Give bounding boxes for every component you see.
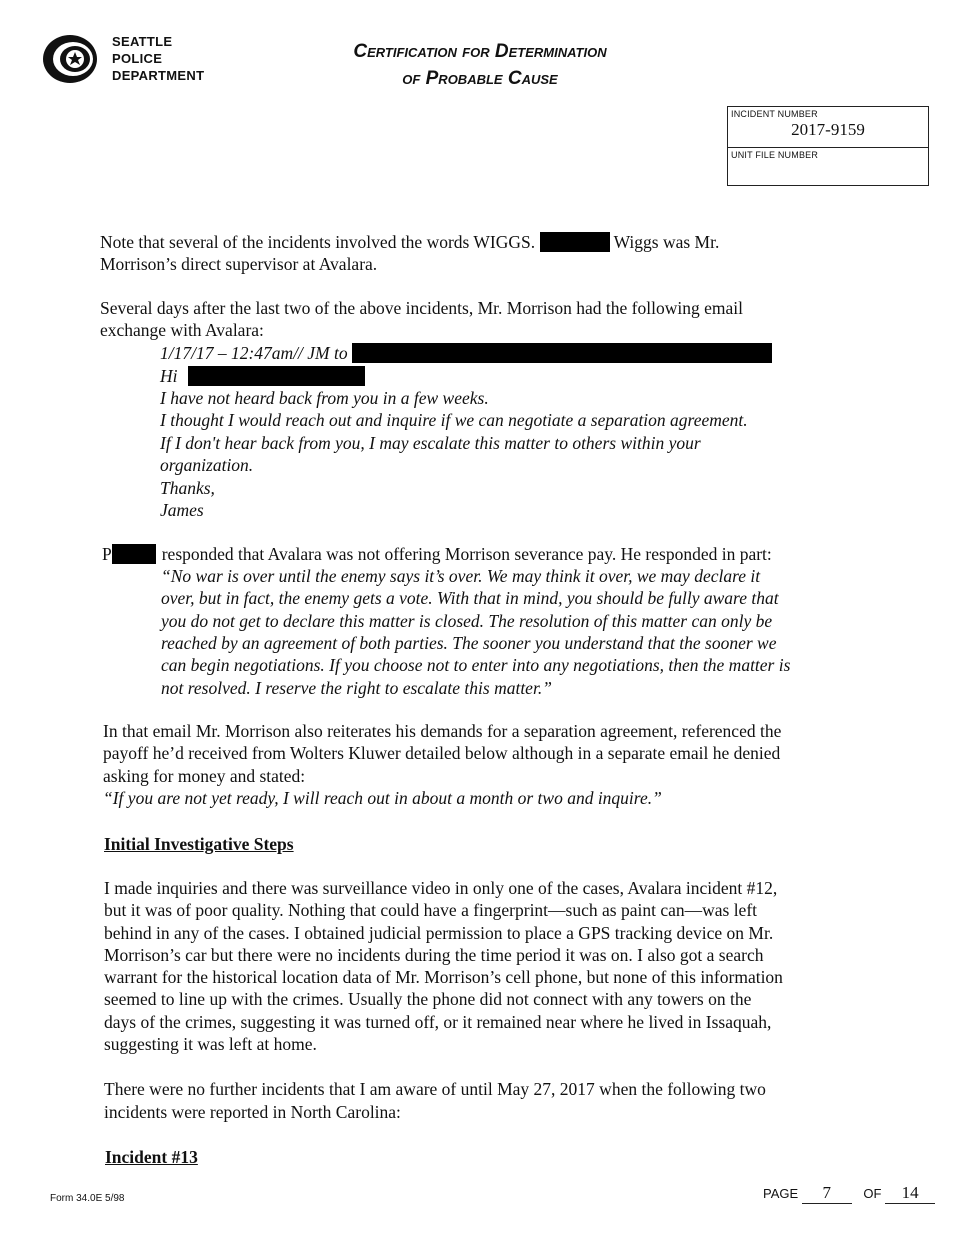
paragraph-line: warrant for the historical location data of Mr. Morrison’s cell phone, but none of this information	[104, 967, 783, 987]
form-number: Form 34.0E 5/98	[50, 1193, 125, 1204]
incident-number: 2017-9159	[791, 120, 865, 139]
paragraph-line: exchange with Avalara:	[100, 320, 264, 340]
email-line: 1/17/17 – 12:47am// JM to	[160, 342, 772, 364]
paragraph-line: Morrison’s car but there were no incidents during the time period it was on. I also got a search	[104, 945, 764, 965]
incident-number-label: INCIDENT NUMBER	[731, 109, 818, 119]
paragraph-line: I made inquiries and there was surveillance video in only one of the cases, Avalara incident #12,	[104, 878, 778, 898]
document-title: Certification for Determination of Probable Cause	[353, 41, 607, 89]
email-line: Hi	[160, 365, 365, 387]
quote-line: you do not get to declare this matter is closed. The resolution of this matter can only be	[161, 611, 773, 631]
paragraph-line: In that email Mr. Morrison also reiterates his demands for a separation agreement, referenced the	[103, 721, 782, 741]
department-name: SEATTLE POLICE DEPARTMENT	[112, 34, 205, 83]
redaction-bar	[112, 544, 156, 564]
redaction-bar	[540, 232, 610, 252]
incident-number-box	[727, 106, 929, 186]
quote-line: over, but in fact, the enemy gets a vote. With that in mind, you should be fully aware that	[161, 588, 779, 608]
section-heading: Incident #13	[105, 1147, 198, 1167]
paragraph-line: incidents were reported in North Carolina:	[104, 1102, 401, 1122]
redaction-bar	[188, 366, 365, 386]
quote-line: reached by an agreement of both parties. The sooner you understand that the sooner we	[161, 633, 777, 653]
unit-file-number-label: UNIT FILE NUMBER	[731, 150, 819, 160]
paragraph-line: Note that several of the incidents involved the words WIGGS. Wiggs was Mr.	[100, 232, 720, 252]
paragraph-line: but it was of poor quality. Nothing that could have a fingerprint—such as paint can—was left	[104, 900, 758, 920]
paragraph-line: seemed to line up with the crimes. Usually the phone did not connect with any towers on the	[104, 989, 752, 1009]
paragraph-line: asking for money and stated:	[103, 766, 306, 786]
police-badge-logo	[40, 30, 104, 86]
paragraph-line: P responded that Avalara was not offering Morrison severance pay. He responded in part:	[102, 544, 772, 564]
email-line: James	[160, 500, 204, 520]
email-line: If I don't hear back from you, I may escalate this matter to others within your	[160, 433, 701, 453]
email-line: Thanks,	[160, 478, 215, 498]
redaction-bar	[352, 343, 772, 363]
email-line: organization.	[160, 455, 254, 475]
paragraph-line: There were no further incidents that I am aware of until May 27, 2017 when the following two	[104, 1079, 766, 1099]
email-line: I have not heard back from you in a few weeks.	[160, 388, 489, 408]
section-heading: Initial Investigative Steps	[104, 834, 294, 854]
quote-line: can begin negotiations. If you choose not to enter into any negotiations, then the matter is	[161, 655, 791, 675]
email-line: I thought I would reach out and inquire if we can negotiate a separation agreement.	[160, 410, 748, 430]
paragraph-line: payoff he’d received from Wolters Kluwer detailed below although in a separate email he denied	[103, 743, 781, 763]
page-indicator: PAGE 7 OF 14	[763, 1183, 935, 1204]
page-total: 14	[885, 1183, 935, 1204]
quote-line: “If you are not yet ready, I will reach out in about a month or two and inquire.”	[103, 788, 662, 808]
paragraph-line: behind in any of the cases. I obtained judicial permission to place a GPS tracking device on Mr.	[104, 923, 774, 943]
paragraph-line: Morrison’s direct supervisor at Avalara.	[100, 254, 378, 274]
quote-line: “No war is over until the enemy says it’s over. We may think it over, we may declare it	[161, 566, 761, 586]
page-number: 7	[802, 1183, 852, 1204]
paragraph-line: days of the crimes, suggesting it was turned off, or it remained near where he lived in Issaquah,	[104, 1012, 772, 1032]
quote-line: not resolved. I reserve the right to escalate this matter.”	[161, 678, 552, 698]
paragraph-line: suggesting it was left at home.	[104, 1034, 317, 1054]
paragraph-line: Several days after the last two of the above incidents, Mr. Morrison had the following email	[100, 298, 743, 318]
